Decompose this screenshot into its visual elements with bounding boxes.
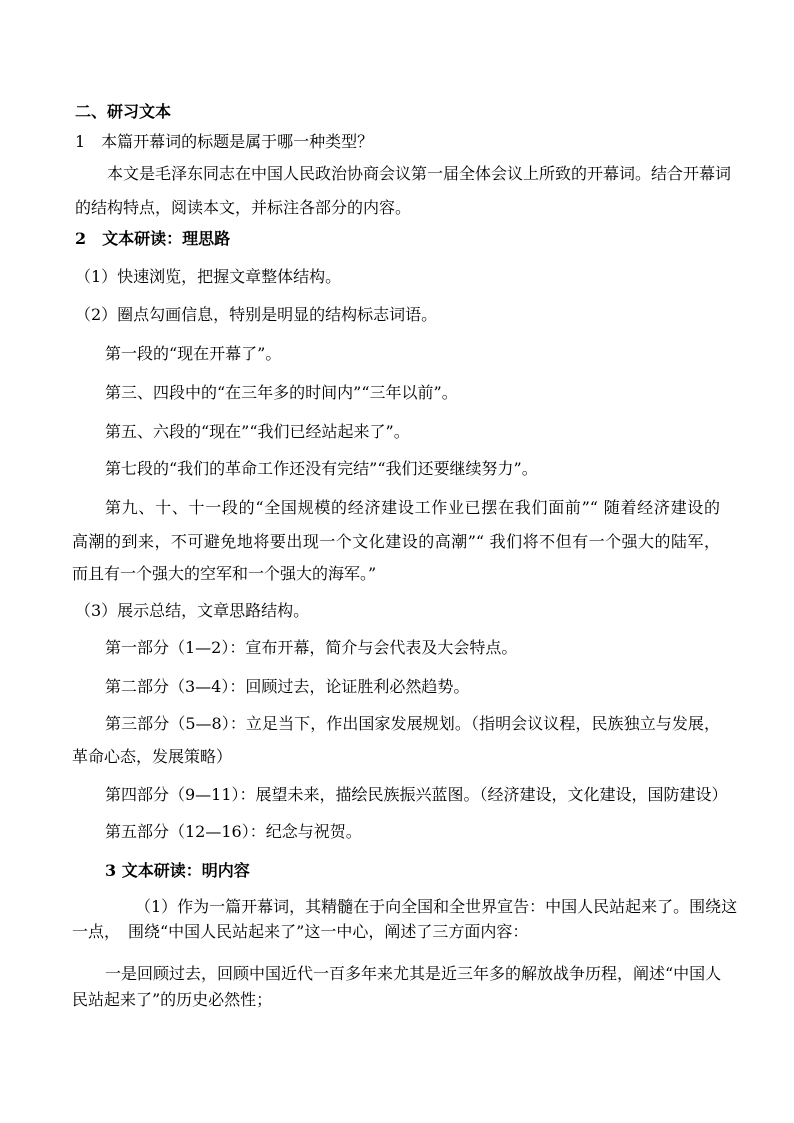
part-2: 第二部分（3—4）：回顾过去，论证胜利必然趋势。 — [105, 677, 470, 696]
part-5: 第五部分（12—16）：纪念与祝贺。 — [105, 822, 362, 841]
content-2-line-2: 民站起来了”的历史必然性； — [72, 990, 273, 1009]
content-2-line-1: 一是回顾过去，回顾中国近代一百多年来尤其是近三年多的解放战争历程，阐述“中国人 — [105, 964, 722, 983]
part-1: 第一部分（1—2）：宣布开幕，简介与会代表及大会特点。 — [105, 638, 518, 657]
marker-2: 第三、四段中的“在三年多的时间内”“三年以前”。 — [105, 383, 458, 402]
question-1: 1 本篇开幕词的标题是属于哪一种类型？ — [75, 132, 374, 151]
step-1: （1）快速浏览，把握文章整体结构。 — [75, 267, 342, 286]
marker-5-line-3: 而且有一个强大的空军和一个强大的海军。” — [72, 564, 377, 583]
marker-1: 第一段的“现在开幕了”。 — [105, 344, 282, 363]
marker-4: 第七段的“我们的革命工作还没有完结”“我们还要继续努力”。 — [105, 459, 538, 478]
intro-line-2: 的结构特点，阅读本文，并标注各部分的内容。 — [75, 198, 412, 217]
content-1-line-2: 一点， 围绕“中国人民站起来了”这一中心，阐述了三方面内容： — [72, 922, 529, 941]
part-3-line-2: 革命心态，发展策略） — [72, 747, 233, 766]
marker-5-line-1: 第九、十、十一段的“全国规模的经济建设工作业已摆在我们面前”“ 随着经济建设的 — [105, 498, 720, 517]
marker-5-line-2: 高潮的到来，不可避免地将要出现一个文化建设的高潮”“ 我们将不但有一个强大的陆军， — [72, 532, 720, 551]
intro-line-1: 本文是毛泽东同志在中国人民政治协商会议第一届全体会议上所致的开幕词。结合开幕词 — [107, 164, 732, 183]
section-heading: 二、研习文本 — [75, 102, 172, 121]
content-1-line-1: （1）作为一篇开幕词，其精髓在于向全国和全世界宣告：中国人民站起来了。围绕这 — [135, 897, 738, 916]
part-3-line-1: 第三部分（5—8）：立足当下，作出国家发展规划。（指明会议议程，民族独立与发展， — [105, 714, 720, 733]
marker-3: 第五、六段的“现在”“我们已经站起来了”。 — [105, 422, 410, 441]
step-3: （3）展示总结，文章思路结构。 — [75, 601, 310, 620]
part-4: 第四部分（9—11）：展望未来，描绘民族振兴蓝图。（经济建设，文化建设，国防建设） — [105, 785, 728, 804]
step-2: （2）圈点勾画信息，特别是明显的结构标志词语。 — [75, 305, 438, 324]
heading-2: 2 文本研读：理思路 — [75, 229, 231, 248]
heading-3: 3 文本研读：明内容 — [105, 861, 250, 880]
